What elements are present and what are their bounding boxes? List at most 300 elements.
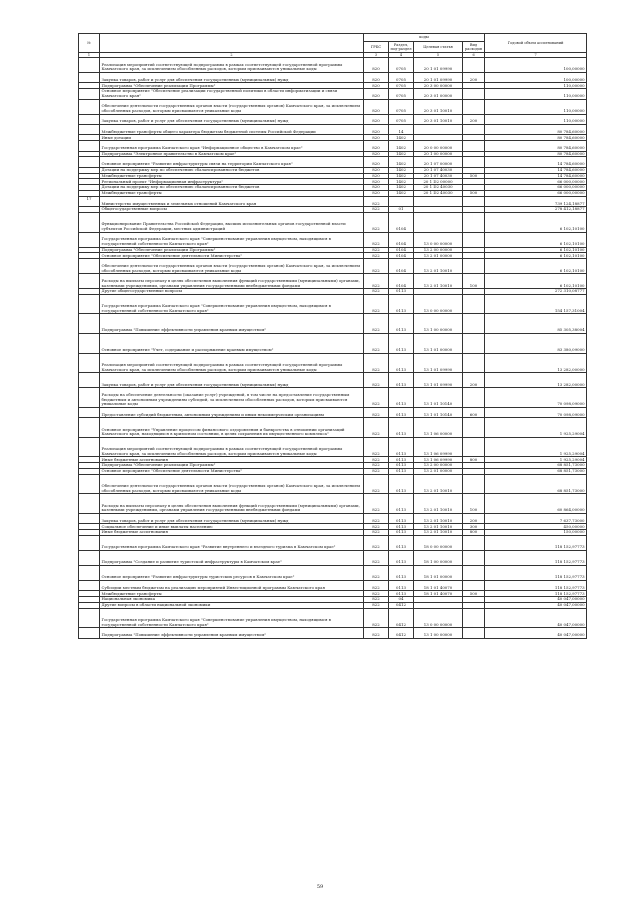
- row-grbs: 822: [364, 494, 389, 514]
- row-amount: 110,00000: [485, 89, 587, 99]
- row-number: 17: [79, 196, 100, 206]
- row-amount: 68 851,73000: [485, 463, 587, 469]
- row-number: [79, 566, 100, 581]
- row-grbs: 822: [364, 530, 389, 536]
- row-razdel: 0113: [389, 551, 414, 566]
- row-name: Подпрограмма "Повышение эффективности управления краевым имуществом": [100, 628, 364, 638]
- row-razdel: 1402: [389, 157, 414, 167]
- row-amount: 80 784,60000: [485, 124, 587, 134]
- row-razdel: 0104: [389, 274, 414, 289]
- row-number: [79, 474, 100, 494]
- row-number: [79, 514, 100, 524]
- row-razdel: 0104: [389, 212, 414, 232]
- row-name: Межбюджетные трансферты общего характера бюджетам бюджетной системы Российской Федерации: [100, 124, 364, 134]
- table-row: [79, 89, 587, 99]
- row-grbs: 820: [364, 179, 389, 185]
- row-grbs: 820: [364, 173, 389, 179]
- row-amount: 1 925,29004: [485, 418, 587, 438]
- page-number: 59: [316, 884, 324, 890]
- row-name: Межбюджетные трансферты: [100, 591, 364, 597]
- row-expense-type: [463, 353, 485, 373]
- row-expense-type: [463, 99, 485, 114]
- row-number: [79, 437, 100, 457]
- row-grbs: 820: [364, 190, 389, 196]
- table-row: [79, 514, 587, 524]
- row-amount: 110,00000: [485, 99, 587, 114]
- row-name: Расходы на обеспечение деятельности (оказание услуг) учреждений, в том числе на предоставление государственным бюджетным и автономным учреждениям субсидий, за исключением обособленных расходов, которым присваиваются уникальные коды: [100, 388, 364, 408]
- row-name: Основное мероприятие "Обеспечение деятельности Министерства": [100, 469, 364, 475]
- row-grbs: 822: [364, 253, 389, 259]
- row-expense-type: 200: [463, 373, 485, 388]
- row-grbs: 820: [364, 124, 389, 134]
- row-name: Государственная программа Камчатского края "Совершенствование управления имуществом, находящимся в государственной собственности Камчатского края": [100, 608, 364, 628]
- row-target-article: [414, 196, 463, 206]
- row-name: Основное мероприятие "Обеспечение реализации государственной политики в области информатизации и связи Камчатского края": [100, 89, 364, 99]
- row-target-article: 13 2 00 00000: [414, 247, 463, 253]
- row-amount: 6 102,10100: [485, 253, 587, 259]
- row-grbs: 822: [364, 457, 389, 463]
- table-row: [79, 388, 587, 408]
- row-name: Закупка товаров, работ и услуг для обеспечения государственных (муниципальных) нужд: [100, 73, 364, 83]
- row-amount: 118 152,97773: [485, 566, 587, 581]
- row-expense-type: [463, 212, 485, 232]
- row-grbs: 822: [364, 597, 389, 603]
- table-row: [79, 124, 587, 134]
- row-amount: 13 282,00000: [485, 353, 587, 373]
- row-razdel: 0113: [389, 437, 414, 457]
- row-amount: 13 282,00000: [485, 373, 587, 388]
- row-amount: 118 152,97773: [485, 551, 587, 566]
- row-target-article: 13 0 00 00000: [414, 232, 463, 247]
- row-amount: 80 784,60000: [485, 141, 587, 151]
- table-row: [79, 581, 587, 591]
- row-number: [79, 314, 100, 334]
- row-razdel: 0705: [389, 73, 414, 83]
- column-index: 2: [100, 53, 364, 58]
- table-row: [79, 141, 587, 151]
- row-name: Обеспечение деятельности государственных органов власти (государственных органов) Камчатского края, за исключением обособленных расходов, которым присваиваются уникальные коды: [100, 474, 364, 494]
- row-expense-type: 500: [463, 173, 485, 179]
- table-row: [79, 73, 587, 83]
- row-grbs: 822: [364, 628, 389, 638]
- row-name: Министерство имущественных и земельных отношений Камчатского края: [100, 196, 364, 206]
- row-name: Реализация мероприятий соответствующей подпрограммы в рамках соответствующей государственной программы Камчатского края, за исключением обособленных расходов, которым присваиваются уникальные коды: [100, 58, 364, 73]
- row-name: Подпрограмма "Обеспечение реализации Программы": [100, 463, 364, 469]
- table-row: [79, 314, 587, 334]
- row-target-article: 13 2 00 00000: [414, 463, 463, 469]
- row-amount: 110,00000: [485, 114, 587, 124]
- row-name: Основное мероприятие "Управление процессом финансового оздоровления и банкротства в отношении организаций Камчатского края, находящихся в кризисном состоянии, в целях сохранения их имущественного комплекса": [100, 418, 364, 438]
- row-amount: 6 102,10100: [485, 247, 587, 253]
- table-row: [79, 196, 587, 206]
- row-name: Подпрограмма "Повышение эффективности управления краевым имуществом": [100, 314, 364, 334]
- row-expense-type: [463, 437, 485, 457]
- table-row: [79, 334, 587, 354]
- row-number: [79, 259, 100, 274]
- row-name: Иные дотации: [100, 135, 364, 141]
- row-razdel: 1402: [389, 190, 414, 196]
- row-grbs: 822: [364, 259, 389, 274]
- header-sum: Годовой объем ассигнований: [485, 34, 587, 53]
- row-target-article: 13 2 01 10010: [414, 474, 463, 494]
- row-grbs: 820: [364, 114, 389, 124]
- column-index: 5: [414, 53, 463, 58]
- row-grbs: 820: [364, 151, 389, 157]
- row-number: [79, 274, 100, 289]
- row-grbs: 822: [364, 212, 389, 232]
- table-row: [79, 566, 587, 581]
- row-number: [79, 536, 100, 551]
- row-grbs: 822: [364, 274, 389, 289]
- row-target-article: 18 1 01 40070: [414, 591, 463, 597]
- row-number: [79, 334, 100, 354]
- row-target-article: 13 1 01 10140: [414, 388, 463, 408]
- row-name: Другие общегосударственные вопросы: [100, 289, 364, 295]
- row-amount: 83 380,09000: [485, 334, 587, 354]
- row-razdel: 0104: [389, 232, 414, 247]
- row-name: Расходы на выплаты персоналу в целях обеспечения выполнения функций государственными (муниципальными) органами, казенными учреждениями, органами управления государственными внебюджетными фондами: [100, 494, 364, 514]
- row-grbs: 822: [364, 581, 389, 591]
- row-amount: 278 412,18877: [485, 207, 587, 213]
- row-expense-type: [463, 334, 485, 354]
- row-expense-type: [463, 388, 485, 408]
- column-index: 7: [485, 53, 587, 58]
- row-amount: 68 851,73000: [485, 474, 587, 494]
- row-number: [79, 581, 100, 591]
- row-grbs: 820: [364, 157, 389, 167]
- table-row: [79, 274, 587, 289]
- row-expense-type: [463, 58, 485, 73]
- row-grbs: 822: [364, 314, 389, 334]
- row-amount: 70 098,09000: [485, 388, 587, 408]
- row-amount: 14 784,60000: [485, 173, 587, 179]
- row-razdel: 0113: [389, 524, 414, 530]
- table-row: [79, 99, 587, 114]
- row-expense-type: 100: [463, 494, 485, 514]
- row-expense-type: [463, 232, 485, 247]
- row-name: Основное мероприятие "Обеспечение деятельности Министерства": [100, 253, 364, 259]
- row-grbs: 822: [364, 196, 389, 206]
- header-codes: коды: [364, 34, 485, 42]
- row-razdel: 0113: [389, 457, 414, 463]
- row-name: Иные бюджетные ассигнования: [100, 457, 364, 463]
- row-amount: 6 102,10100: [485, 232, 587, 247]
- row-name: Государственная программа Камчатского края "Совершенствование управления имуществом, находящимся в государственной собственности Камчатского края": [100, 232, 364, 247]
- row-grbs: 822: [364, 463, 389, 469]
- row-target-article: 18 1 01 40070: [414, 581, 463, 591]
- row-razdel: 0113: [389, 530, 414, 536]
- row-number: [79, 141, 100, 151]
- row-razdel: 01: [389, 207, 414, 213]
- row-name: Национальная экономика: [100, 597, 364, 603]
- column-index: 6: [463, 53, 485, 58]
- row-target-article: 13 2 01 10010: [414, 514, 463, 524]
- row-amount: 80 784,60000: [485, 151, 587, 157]
- row-amount: 40 047,00000: [485, 602, 587, 608]
- row-number: [79, 157, 100, 167]
- row-target-article: 18 1 00 00000: [414, 551, 463, 566]
- row-razdel: 0113: [389, 566, 414, 581]
- row-grbs: 822: [364, 602, 389, 608]
- row-razdel: 0113: [389, 294, 414, 314]
- row-razdel: 1402: [389, 179, 414, 185]
- row-name: Реализация мероприятий соответствующей подпрограммы в рамках соответствующей государственной программы Камчатского края, за исключением обособленных расходов, которым присваиваются уникальные коды: [100, 437, 364, 457]
- row-name: Дотации на поддержку мер по обеспечению сбалансированности бюджетов: [100, 167, 364, 173]
- row-razdel: 1402: [389, 141, 414, 151]
- row-number: [79, 124, 100, 134]
- row-name: Обеспечение деятельности государственных органов власти (государственных органов) Камчатского края, за исключением обособленных расходов, которым присваиваются уникальные коды: [100, 99, 364, 114]
- row-grbs: 822: [364, 207, 389, 213]
- row-grbs: 820: [364, 99, 389, 114]
- row-grbs: 820: [364, 83, 389, 89]
- row-target-article: 13 1 01 00000: [414, 334, 463, 354]
- row-name: Дотации на поддержку мер по обеспечению сбалансированности бюджетов: [100, 185, 364, 191]
- row-expense-type: [463, 124, 485, 134]
- row-name: Реализация мероприятий соответствующей подпрограммы в рамках соответствующей государственной программы Камчатского края, за исключением обособленных расходов, которым присваиваются уникальные коды: [100, 353, 364, 373]
- column-index: 1: [79, 53, 100, 58]
- row-amount: 450,00000: [485, 524, 587, 530]
- row-amount: 150,00000: [485, 530, 587, 536]
- row-name: Иные бюджетные ассигнования: [100, 530, 364, 536]
- row-expense-type: [463, 418, 485, 438]
- row-expense-type: [463, 259, 485, 274]
- row-target-article: [414, 212, 463, 232]
- row-amount: 118 152,97773: [485, 591, 587, 597]
- row-razdel: [389, 196, 414, 206]
- row-amount: 739 124,18877: [485, 196, 587, 206]
- row-expense-type: [463, 196, 485, 206]
- row-grbs: 820: [364, 58, 389, 73]
- row-grbs: 820: [364, 141, 389, 151]
- row-expense-type: [463, 314, 485, 334]
- row-razdel: 0113: [389, 581, 414, 591]
- row-grbs: 822: [364, 437, 389, 457]
- row-name: Закупка товаров, работ и услуг для обеспечения государственных (муниципальных) нужд: [100, 373, 364, 388]
- row-name: Государственная программа Камчатского края "Информационное общество в Камчатском крае": [100, 141, 364, 151]
- row-grbs: 822: [364, 514, 389, 524]
- row-number: [79, 232, 100, 247]
- row-target-article: 20 1 01 09990: [414, 58, 463, 73]
- row-amount: 68 851,73000: [485, 469, 587, 475]
- row-number: [79, 373, 100, 388]
- row-amount: 40 047,00000: [485, 628, 587, 638]
- row-razdel: 0113: [389, 334, 414, 354]
- row-grbs: 822: [364, 524, 389, 530]
- row-number: [79, 628, 100, 638]
- row-razdel: 0113: [389, 353, 414, 373]
- row-razdel: 0113: [389, 289, 414, 295]
- row-name: Региональный проект "Информационная инфраструктура": [100, 179, 364, 185]
- row-grbs: 820: [364, 135, 389, 141]
- row-grbs: 822: [364, 566, 389, 581]
- row-expense-type: [463, 89, 485, 99]
- row-razdel: 0113: [389, 314, 414, 334]
- row-target-article: 13 2 01 10010: [414, 524, 463, 530]
- table-row: [79, 157, 587, 167]
- row-amount: 40 047,00000: [485, 608, 587, 628]
- table-row: [79, 259, 587, 274]
- row-name: Субсидии местным бюджетам на реализацию мероприятий Инвестиционной программы Камчатского края: [100, 581, 364, 591]
- row-target-article: 18 0 00 00000: [414, 536, 463, 551]
- row-razdel: 0104: [389, 253, 414, 259]
- budget-sheet: [78, 33, 586, 639]
- row-grbs: 822: [364, 289, 389, 295]
- row-name: Общегосударственные вопросы: [100, 207, 364, 213]
- row-grbs: 820: [364, 73, 389, 83]
- table-row: [79, 212, 587, 232]
- row-target-article: 20 1 D2 40030: [414, 185, 463, 191]
- row-expense-type: [463, 581, 485, 591]
- row-name: Расходы на выплаты персоналу в целях обеспечения выполнения функций государственными (муниципальными) органами, казенными учреждениями, органами управления государственными внебюджетными фондами: [100, 274, 364, 289]
- row-number: [79, 89, 100, 99]
- row-target-article: 13 1 00 00000: [414, 628, 463, 638]
- row-expense-type: [463, 141, 485, 151]
- row-razdel: 1402: [389, 185, 414, 191]
- row-razdel: 0412: [389, 602, 414, 608]
- row-amount: 154 157,31004: [485, 294, 587, 314]
- row-grbs: 820: [364, 167, 389, 173]
- row-grbs: 822: [364, 294, 389, 314]
- row-target-article: 20 1 07 00000: [414, 157, 463, 167]
- header-num: №: [79, 34, 100, 53]
- row-target-article: 20 3 01 00000: [414, 89, 463, 99]
- row-target-article: 20 3 01 10010: [414, 99, 463, 114]
- row-target-article: 13 2 01 10010: [414, 530, 463, 536]
- table-row: [79, 373, 587, 388]
- row-number: [79, 388, 100, 408]
- row-amount: 66 000,00000: [485, 179, 587, 185]
- row-name: Подпрограмма "Электронное правительство в Камчатском крае": [100, 151, 364, 157]
- row-amount: 1 925,29004: [485, 457, 587, 463]
- row-target-article: 13 1 00 00000: [414, 314, 463, 334]
- row-number: [79, 58, 100, 73]
- row-grbs: 822: [364, 418, 389, 438]
- table-row: [79, 418, 587, 438]
- table-row: [79, 407, 587, 417]
- row-razdel: 0113: [389, 474, 414, 494]
- row-target-article: 13 2 01 10010: [414, 274, 463, 289]
- row-target-article: 20 1 D2 40030: [414, 190, 463, 196]
- row-name: Основное мероприятие "Развитие инфраструктуры туристских ресурсов в Камчатском крае": [100, 566, 364, 581]
- row-razdel: 0705: [389, 58, 414, 73]
- row-grbs: 822: [364, 551, 389, 566]
- row-amount: 40 047,00000: [485, 597, 587, 603]
- row-target-article: 13 1 06 09990: [414, 437, 463, 457]
- row-expense-type: 600: [463, 407, 485, 417]
- row-amount: 60 864,00000: [485, 494, 587, 514]
- table-row: [79, 294, 587, 314]
- row-amount: 85 305,38004: [485, 314, 587, 334]
- row-expense-type: 300: [463, 524, 485, 530]
- row-target-article: 13 1 06 00000: [414, 418, 463, 438]
- row-amount: 100,00000: [485, 73, 587, 83]
- row-target-article: 13 1 06 09990: [414, 457, 463, 463]
- row-grbs: 822: [364, 469, 389, 475]
- row-amount: 66 000,00000: [485, 185, 587, 191]
- row-amount: 6 102,10100: [485, 274, 587, 289]
- row-razdel: 1402: [389, 167, 414, 173]
- row-razdel: 1402: [389, 151, 414, 157]
- row-target-article: 13 2 01 00000: [414, 469, 463, 475]
- row-expense-type: [463, 294, 485, 314]
- row-razdel: 0705: [389, 83, 414, 89]
- row-name: Межбюджетные трансферты: [100, 190, 364, 196]
- row-name: Предоставление субсидий бюджетным, автономным учреждениям и иным некоммерческим организациям: [100, 407, 364, 417]
- row-amount: 14 784,60000: [485, 157, 587, 167]
- row-razdel: 0113: [389, 407, 414, 417]
- row-target-article: 13 2 01 10010: [414, 259, 463, 274]
- row-target-article: 18 1 01 00000: [414, 566, 463, 581]
- header-name: [100, 34, 364, 53]
- budget-table: [78, 33, 587, 639]
- row-target-article: 20 1 D2 00000: [414, 179, 463, 185]
- row-amount: 14 784,60000: [485, 167, 587, 173]
- row-expense-type: [463, 157, 485, 167]
- row-target-article: 13 1 01 09990: [414, 373, 463, 388]
- row-amount: 6 102,10100: [485, 212, 587, 232]
- row-grbs: 822: [364, 334, 389, 354]
- table-row: [79, 232, 587, 247]
- row-razdel: 0113: [389, 418, 414, 438]
- row-expense-type: 200: [463, 73, 485, 83]
- row-number: [79, 99, 100, 114]
- row-razdel: 0104: [389, 259, 414, 274]
- row-razdel: 0113: [389, 514, 414, 524]
- row-amount: 7 637,73000: [485, 514, 587, 524]
- row-target-article: 13 0 00 00000: [414, 294, 463, 314]
- row-name: Социальное обеспечение и иные выплаты населению: [100, 524, 364, 530]
- row-grbs: 822: [364, 474, 389, 494]
- row-razdel: 0113: [389, 463, 414, 469]
- row-target-article: [414, 124, 463, 134]
- row-expense-type: [463, 566, 485, 581]
- row-number: [79, 114, 100, 124]
- table-row: [79, 437, 587, 457]
- row-number: [79, 407, 100, 417]
- table-row: [79, 58, 587, 73]
- row-grbs: 822: [364, 353, 389, 373]
- row-amount: 118 152,97773: [485, 536, 587, 551]
- row-razdel: 1402: [389, 173, 414, 179]
- row-razdel: 0705: [389, 114, 414, 124]
- row-name: Обеспечение деятельности государственных органов власти (государственных органов) Камчатского края, за исключением обособленных расходов, которым присваиваются уникальные коды: [100, 259, 364, 274]
- row-number: [79, 353, 100, 373]
- row-expense-type: 500: [463, 190, 485, 196]
- row-razdel: 0113: [389, 373, 414, 388]
- row-name: Закупка товаров, работ и услуг для обеспечения государственных (муниципальных) нужд: [100, 514, 364, 524]
- row-razdel: 14: [389, 124, 414, 134]
- row-target-article: 20 1 07 40030: [414, 173, 463, 179]
- header-vr: Вид расходов: [463, 42, 485, 53]
- row-expense-type: [463, 551, 485, 566]
- row-grbs: 822: [364, 608, 389, 628]
- row-expense-type: [463, 628, 485, 638]
- table-row: [79, 536, 587, 551]
- row-expense-type: 500: [463, 591, 485, 597]
- row-target-article: 13 1 01 10140: [414, 407, 463, 417]
- row-grbs: 822: [364, 536, 389, 551]
- row-expense-type: 200: [463, 114, 485, 124]
- row-target-article: 13 2 01 10010: [414, 494, 463, 514]
- column-index: 3: [364, 53, 389, 58]
- row-amount: 80 784,60000: [485, 135, 587, 141]
- row-name: Закупка товаров, работ и услуг для обеспечения государственных (муниципальных) нужд: [100, 114, 364, 124]
- row-name: Основное мероприятие "Учет, содержание и распоряжение краевым имуществом": [100, 334, 364, 354]
- row-number: [79, 73, 100, 83]
- row-target-article: 13 2 01 00000: [414, 253, 463, 259]
- row-expense-type: 800: [463, 530, 485, 536]
- row-name: Подпрограмма "Обеспечение реализации Программы": [100, 83, 364, 89]
